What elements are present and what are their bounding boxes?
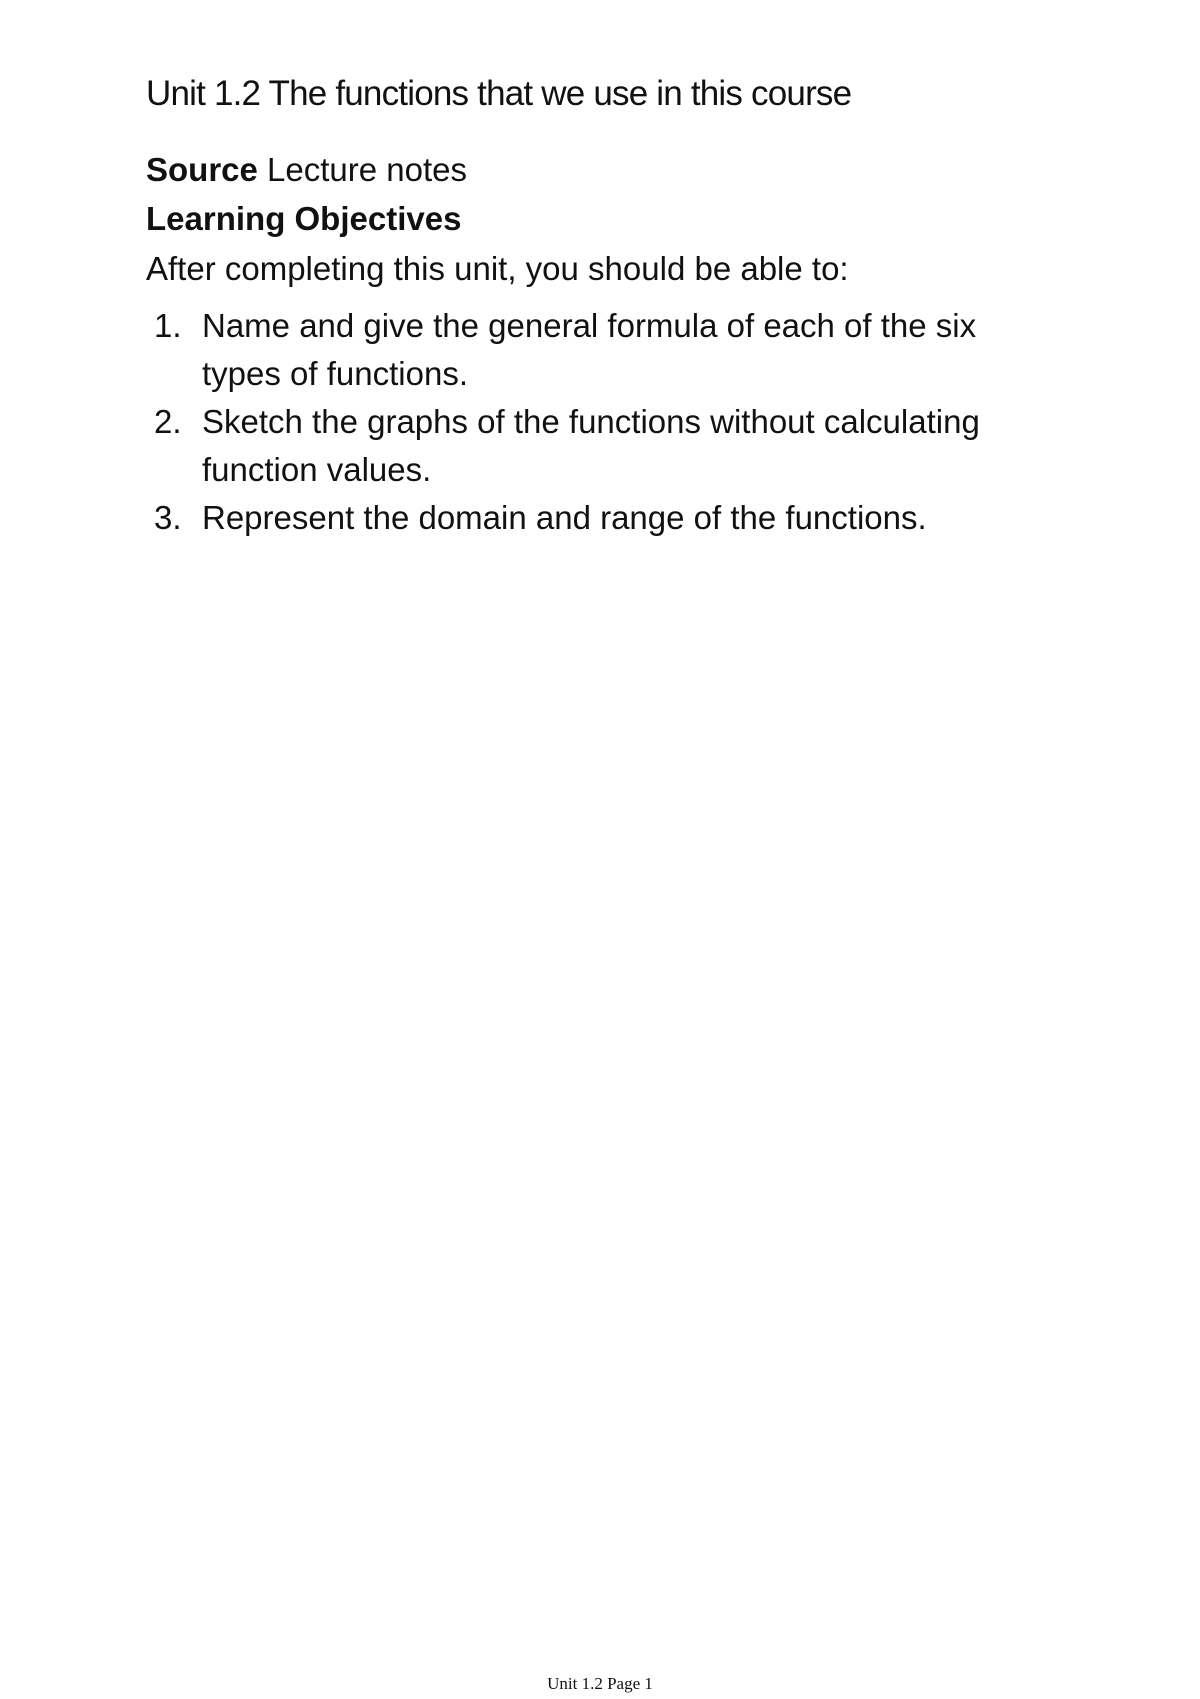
list-item xyxy=(146,494,1042,542)
list-item-text: Sketch the graphs of the functions without calculating function values. xyxy=(202,403,980,488)
source-label: Source xyxy=(146,151,258,188)
objectives-list xyxy=(146,302,1042,542)
source-line xyxy=(146,150,467,190)
list-item-text: Name and give the general formula of each of the six types of functions. xyxy=(202,307,977,392)
page-footer: Unit 1.2 Page 1 xyxy=(547,1674,653,1693)
intro-text: After completing this unit, you should be able to: xyxy=(146,250,849,287)
source-value: Lecture notes xyxy=(257,151,468,188)
page-title: Unit 1.2 The functions that we use in this course xyxy=(146,74,852,113)
objectives-heading: Learning Objectives xyxy=(146,200,462,237)
list-item xyxy=(146,398,1042,494)
list-item-number: 3. xyxy=(154,499,182,536)
list-item-text: Represent the domain and range of the functions. xyxy=(202,499,927,536)
list-item xyxy=(146,302,1042,398)
list-item-number: 1. xyxy=(154,307,182,344)
list-item-number: 2. xyxy=(154,403,182,440)
